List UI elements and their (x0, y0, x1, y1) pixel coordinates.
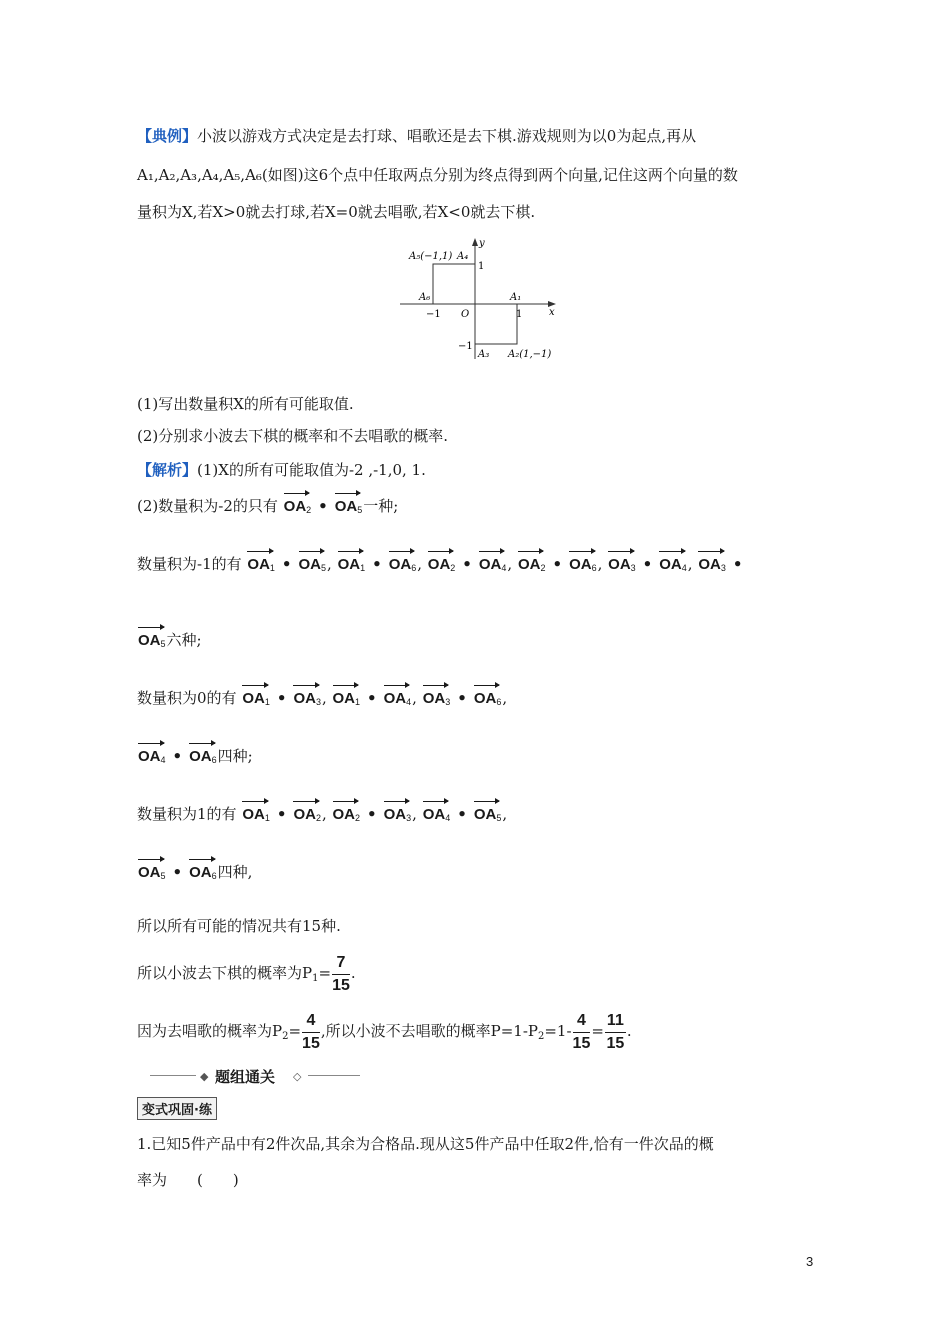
solution-line-5b: $OA_5$ • $OA_6$四种, (137, 862, 252, 886)
label-a5: A₅(−1,1) (409, 251, 453, 262)
fraction-p2: $\frac{4}{15}$ (302, 1011, 320, 1052)
section-banner (150, 1066, 360, 1086)
lower-square (475, 304, 517, 344)
practice-line-1: 1.已知5件产品中有2件次品,其余为合格品.现从这5件产品中任取2件,恰有一件次品的概 (137, 1135, 714, 1153)
label-a1: A₁ (510, 292, 522, 303)
question-2: (2)分别求小波去下棋的概率和不去唱歌的概率. (137, 427, 449, 445)
solution-line-3b: $OA_5$六种; (137, 630, 202, 654)
solution-line-4: 数量积为0的有 $OA_1$ • $OA_3$, $OA_1$ • $OA_4$, $OA_3$ • $OA_6$, (137, 688, 507, 712)
solution-line-1: 【解析】(1)X的所有可能取值为-2 ,-1,0, 1. (137, 461, 426, 479)
vector-oa5: $OA_5$ (335, 497, 363, 520)
y-axis-arrow (472, 238, 478, 246)
fraction-p1: $\frac{7}{15}$ (332, 953, 350, 994)
label-y: y (479, 238, 485, 249)
fraction-4-15: $\frac{4}{15}$ (572, 1011, 591, 1052)
solution-line-6: 所以所有可能的情况共有15种. (137, 917, 341, 935)
question-1: (1)写出数量积X的所有可能取值. (137, 395, 354, 413)
label-neg1-y: −1 (458, 341, 473, 352)
example-line-2: A₁,A₂,A₃,A₄,A₅,A₆(如图)这6个点中任取两点分别为终点得到两个向量,记住这两个向量的数 (137, 166, 738, 184)
example-line-3: 量积为X,若X>0就去打球,若X=0就去唱歌,若X<0就去下棋. (137, 203, 536, 221)
label-one-y: 1 (478, 261, 485, 272)
solution-line-2: (2)数量积为-2的只有 $OA_2$ • $OA_5$一种; (137, 496, 398, 520)
solution-line-5: 数量积为1的有 $OA_1$ • $OA_2$, $OA_2$ • $OA_3$, $OA_4$ • $OA_5$, (137, 804, 507, 828)
label-a4: A₄ (457, 251, 469, 262)
solution-line-8: 因为去唱歌的概率为$P_2=$ $\frac{4}{15}$ ,所以小波不去唱歌的概率$P=1-P_2=1-$ $\frac{4}{15}$ = $\frac{11}{15}$ . (137, 1008, 632, 1060)
label-one-x: 1 (516, 309, 523, 320)
practice-tag: 变式巩固·练 (137, 1097, 217, 1120)
label-x: x (549, 307, 555, 318)
coordinate-figure (400, 234, 565, 366)
vector-oa2: $OA_2$ (284, 497, 312, 520)
upper-square (433, 264, 475, 304)
label-a3: A₃ (478, 349, 490, 360)
diamond-icon: ◆ (200, 1070, 209, 1083)
diamond-icon: ◇ (293, 1070, 302, 1083)
solution-line-7: 所以小波去下棋的概率为$P_1=$ $\frac{7}{15}$ . (137, 950, 356, 1002)
example-tag: 【典例】 (137, 127, 198, 145)
label-a2: A₂(1,−1) (508, 349, 552, 360)
page-number: 3 (806, 1254, 814, 1269)
label-neg1-x: −1 (426, 309, 441, 320)
example-line-1: 【典例】小波以游戏方式决定是去打球、唱歌还是去下棋.游戏规则为以0为起点,再从 (137, 127, 697, 145)
practice-line-2: 率为 ( ) (137, 1171, 239, 1189)
solution-line-3: 数量积为-1的有 $OA_1$ • $OA_5$, $OA_1$ • $OA_6$, $OA_2$ • $OA_4$, $OA_2$ • $OA_6$, $OA_3$ • $OA_4$, $OA_3$ • (137, 554, 748, 578)
label-a6: A₆ (419, 292, 431, 303)
solution-tag: 【解析】 (137, 461, 198, 479)
label-o: O (461, 309, 470, 320)
section-title: 题组通关 (215, 1068, 276, 1086)
solution-line-4b: $OA_4$ • $OA_6$四种; (137, 746, 253, 770)
fraction-11-15: $\frac{11}{15}$ (606, 1011, 625, 1052)
